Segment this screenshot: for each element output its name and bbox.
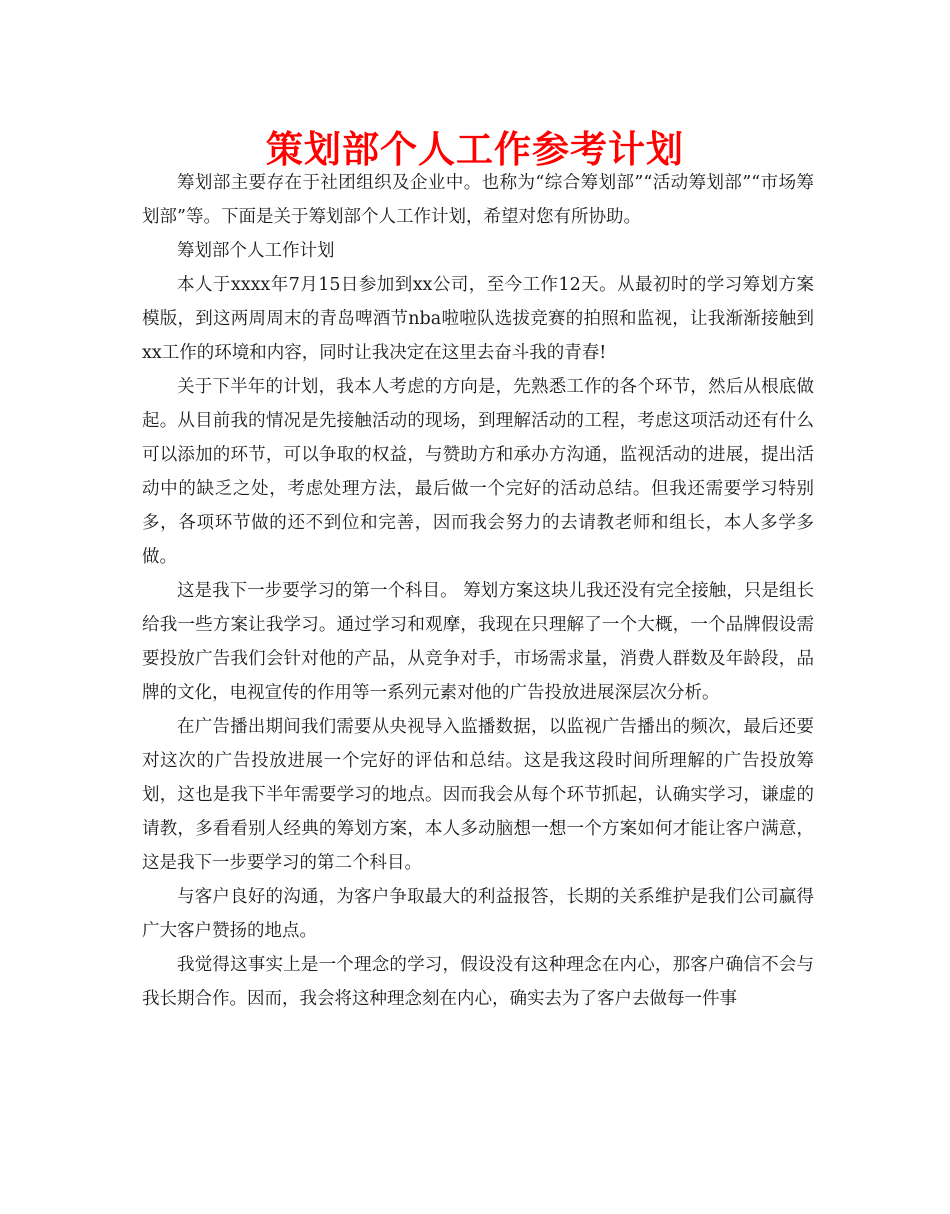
document-body (142, 166, 814, 1016)
paragraph-first-subject: 这是我下一步要学习的第一个科目。 筹划方案这块儿我还没有完全接触，只是组长给我一些方案让我学习。通过学习和观摩，我现在只理解了一个大概，一个品牌假设需要投放广告我们会针对他的产品，从竞争对手，市场需求量，消费人群数及年龄段，品牌的文化，电视宣传的作用等一系列元素对他的广告投放进展深层次分析。 (142, 581, 814, 703)
paragraph-plan: 关于下半年的计划，我本人考虑的方向是，先熟悉工作的各个环节，然后从根底做起。从目前我的情况是先接触活动的现场，到理解活动的工程，考虑这项活动还有什么可以添加的环节，可以争取的权益，与赞助方和承办方沟通，监视活动的进展，提出活动中的缺乏之处，考虑处理方法，最后做一个完好的活动总结。但我还需要学习特别多，各项环节做的还不到位和完善，因而我会努力的去请教老师和组长，本人多学多做。 (142, 377, 814, 567)
paragraph-intro: 筹划部主要存在于社团组织及企业中。也称为“综合筹划部”“活动筹划部”“市场筹划部”等。下面是关于筹划部个人工作计划，希望对您有所协助。 (142, 173, 814, 227)
document-title: 策划部个人工作参考计划 (266, 128, 684, 171)
paragraph-philosophy: 我觉得这事实上是一个理念的学习，假设没有这种理念在内心，那客户确信不会与我长期合作。因而，我会将这种理念刻在内心，确实去为了客户去做每一件事 (142, 955, 814, 1009)
paragraph-subtitle: 筹划部个人工作计划 (177, 241, 335, 261)
paragraph-joining: 本人于xxxx年7月15日参加到xx公司，至今工作12天。从最初时的学习筹划方案模版，到这两周周末的青岛啤酒节nba啦啦队选拔竞赛的拍照和监视，让我渐渐接触到xx工作的环境和内容，同时让我决定在这里去奋斗我的青春! (142, 275, 814, 363)
paragraph-second-subject: 在广告播出期间我们需要从央视导入监播数据，以监视广告播出的频次，最后还要对这次的广告投放进展一个完好的评估和总结。这是我这段时间所理解的广告投放筹划，这也是我下半年需要学习的地点。因而我会从每个环节抓起，认确实学习，谦虚的请教，多看看别人经典的筹划方案，本人多动脑想一想一个方案如何才能让客户满意，这是我下一步要学习的第二个科目。 (142, 717, 814, 873)
paragraph-client-communication: 与客户良好的沟通，为客户争取最大的利益报答，长期的关系维护是我们公司赢得广大客户赞扬的地点。 (142, 887, 814, 941)
